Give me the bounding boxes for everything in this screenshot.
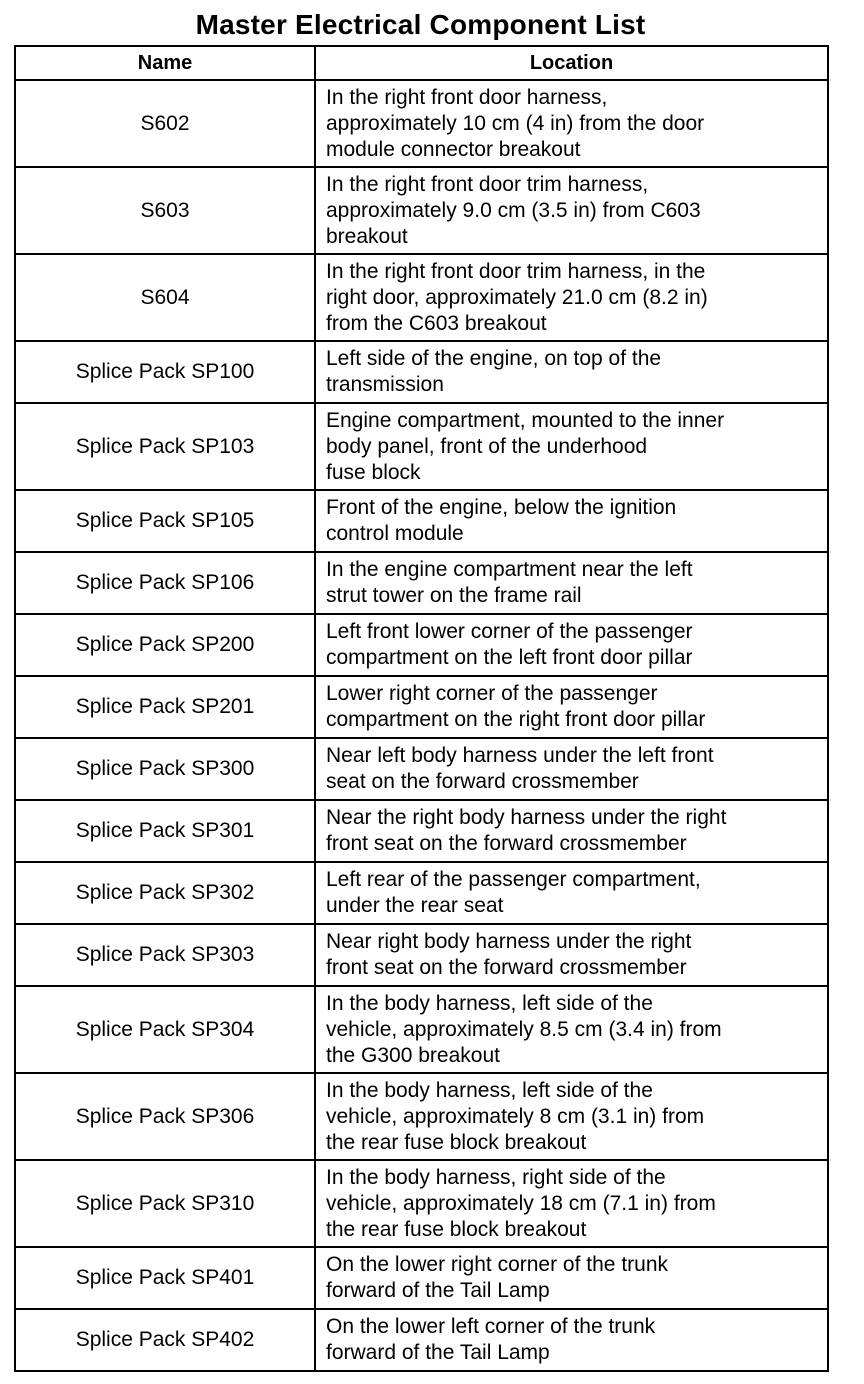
location-text-line: In the engine compartment near the left bbox=[326, 558, 693, 581]
component-name-cell: Splice Pack SP200 bbox=[15, 614, 315, 676]
table-row bbox=[15, 924, 828, 986]
component-name-cell: Splice Pack SP100 bbox=[15, 341, 315, 403]
component-name-cell: Splice Pack SP306 bbox=[15, 1073, 315, 1160]
table-row bbox=[15, 552, 828, 614]
location-text-line: the G300 breakout bbox=[326, 1043, 500, 1067]
component-location-cell bbox=[315, 341, 828, 403]
location-text-line: In the body harness, right side of the bbox=[326, 1165, 666, 1189]
table-row bbox=[15, 862, 828, 924]
component-name-cell: Splice Pack SP310 bbox=[15, 1160, 315, 1247]
location-text-line: right door, approximately 21.0 cm (8.2 in) bbox=[326, 285, 708, 309]
table-header-row bbox=[15, 46, 828, 80]
location-text-line: seat on the forward crossmember bbox=[326, 770, 639, 793]
table-row bbox=[15, 738, 828, 800]
table-row bbox=[15, 1073, 828, 1160]
location-text-line: On the lower right corner of the trunk bbox=[326, 1253, 668, 1276]
component-location-cell bbox=[315, 800, 828, 862]
component-location-cell bbox=[315, 676, 828, 738]
location-text-line: approximately 9.0 cm (3.5 in) from C603 bbox=[326, 198, 701, 222]
location-text-line: Lower right corner of the passenger bbox=[326, 682, 658, 705]
component-name-cell: S602 bbox=[15, 80, 315, 167]
table-row bbox=[15, 1160, 828, 1247]
location-text-line: Front of the engine, below the ignition bbox=[326, 496, 677, 519]
component-table bbox=[14, 45, 829, 1372]
table-row bbox=[15, 341, 828, 403]
location-text-line: from the C603 breakout bbox=[326, 311, 547, 335]
component-name-cell: Splice Pack SP402 bbox=[15, 1309, 315, 1371]
column-header-name: Name bbox=[15, 46, 315, 80]
table-row bbox=[15, 80, 828, 167]
location-text-line: Engine compartment, mounted to the inner bbox=[326, 408, 725, 432]
component-name-cell: Splice Pack SP103 bbox=[15, 403, 315, 490]
location-text-line: In the body harness, left side of the bbox=[326, 991, 653, 1015]
location-text-line: approximately 10 cm (4 in) from the door bbox=[326, 111, 705, 135]
component-location-cell bbox=[315, 403, 828, 490]
location-text-line: control module bbox=[326, 522, 464, 545]
component-name-cell: Splice Pack SP304 bbox=[15, 986, 315, 1073]
component-location-cell bbox=[315, 738, 828, 800]
location-text-line: Near left body harness under the left front bbox=[326, 744, 714, 767]
document-title: Master Electrical Component List bbox=[195, 9, 646, 40]
component-location-cell bbox=[315, 254, 828, 341]
table-row bbox=[15, 254, 828, 341]
location-text-line: In the right front door harness, bbox=[326, 85, 608, 109]
location-text-line: the rear fuse block breakout bbox=[326, 1217, 587, 1241]
component-location-cell bbox=[315, 924, 828, 986]
table-row bbox=[15, 986, 828, 1073]
table-row bbox=[15, 676, 828, 738]
location-text-line: transmission bbox=[326, 373, 444, 396]
component-location-cell bbox=[315, 1247, 828, 1309]
table-row bbox=[15, 490, 828, 552]
location-text-line: vehicle, approximately 18 cm (7.1 in) from bbox=[326, 1191, 716, 1215]
component-name-cell: Splice Pack SP106 bbox=[15, 552, 315, 614]
location-text-line: In the right front door trim harness, in the bbox=[326, 259, 706, 283]
component-name-cell: Splice Pack SP302 bbox=[15, 862, 315, 924]
component-location-cell bbox=[315, 986, 828, 1073]
component-name-cell: Splice Pack SP300 bbox=[15, 738, 315, 800]
component-location-cell bbox=[315, 167, 828, 254]
table-body bbox=[15, 80, 828, 1371]
location-text-line: compartment on the left front door pillar bbox=[326, 646, 693, 669]
component-name-cell: Splice Pack SP201 bbox=[15, 676, 315, 738]
component-name-cell: Splice Pack SP301 bbox=[15, 800, 315, 862]
component-location-cell bbox=[315, 1073, 828, 1160]
location-text-line: forward of the Tail Lamp bbox=[326, 1341, 550, 1364]
component-location-cell bbox=[315, 1160, 828, 1247]
table-row bbox=[15, 1247, 828, 1309]
table-row bbox=[15, 1309, 828, 1371]
location-text-line: front seat on the forward crossmember bbox=[326, 956, 687, 979]
component-location-cell bbox=[315, 862, 828, 924]
location-text-line: In the right front door trim harness, bbox=[326, 172, 649, 196]
column-header-location: Location bbox=[315, 46, 828, 80]
table-row bbox=[15, 167, 828, 254]
table-row bbox=[15, 800, 828, 862]
location-text-line: module connector breakout bbox=[326, 137, 581, 161]
location-text-line: forward of the Tail Lamp bbox=[326, 1279, 550, 1302]
location-text-line: Left front lower corner of the passenger bbox=[326, 620, 693, 643]
location-text-line: vehicle, approximately 8.5 cm (3.4 in) from bbox=[326, 1017, 722, 1041]
location-text-line: fuse block bbox=[326, 460, 421, 484]
component-name-cell: Splice Pack SP401 bbox=[15, 1247, 315, 1309]
location-text-line: body panel, front of the underhood bbox=[326, 434, 648, 458]
component-location-cell bbox=[315, 80, 828, 167]
location-text-line: Left rear of the passenger compartment, bbox=[326, 868, 701, 891]
location-text-line: In the body harness, left side of the bbox=[326, 1078, 653, 1102]
component-location-cell bbox=[315, 552, 828, 614]
location-text-line: vehicle, approximately 8 cm (3.1 in) from bbox=[326, 1104, 705, 1128]
component-name-cell: S603 bbox=[15, 167, 315, 254]
component-location-cell bbox=[315, 614, 828, 676]
location-text-line: under the rear seat bbox=[326, 894, 504, 917]
location-text-line: front seat on the forward crossmember bbox=[326, 832, 687, 855]
location-text-line: Near right body harness under the right bbox=[326, 930, 692, 953]
component-name-cell: Splice Pack SP105 bbox=[15, 490, 315, 552]
component-location-cell bbox=[315, 490, 828, 552]
location-text-line: strut tower on the frame rail bbox=[326, 584, 582, 607]
location-text-line: Left side of the engine, on top of the bbox=[326, 347, 662, 370]
table-row bbox=[15, 614, 828, 676]
location-text-line: the rear fuse block breakout bbox=[326, 1130, 587, 1154]
location-text-line: breakout bbox=[326, 224, 408, 248]
component-name-cell: S604 bbox=[15, 254, 315, 341]
location-text-line: compartment on the right front door pillar bbox=[326, 708, 706, 731]
component-location-cell bbox=[315, 1309, 828, 1371]
table-row bbox=[15, 403, 828, 490]
location-text-line: On the lower left corner of the trunk bbox=[326, 1315, 656, 1338]
component-name-cell: Splice Pack SP303 bbox=[15, 924, 315, 986]
location-text-line: Near the right body harness under the right bbox=[326, 806, 727, 829]
